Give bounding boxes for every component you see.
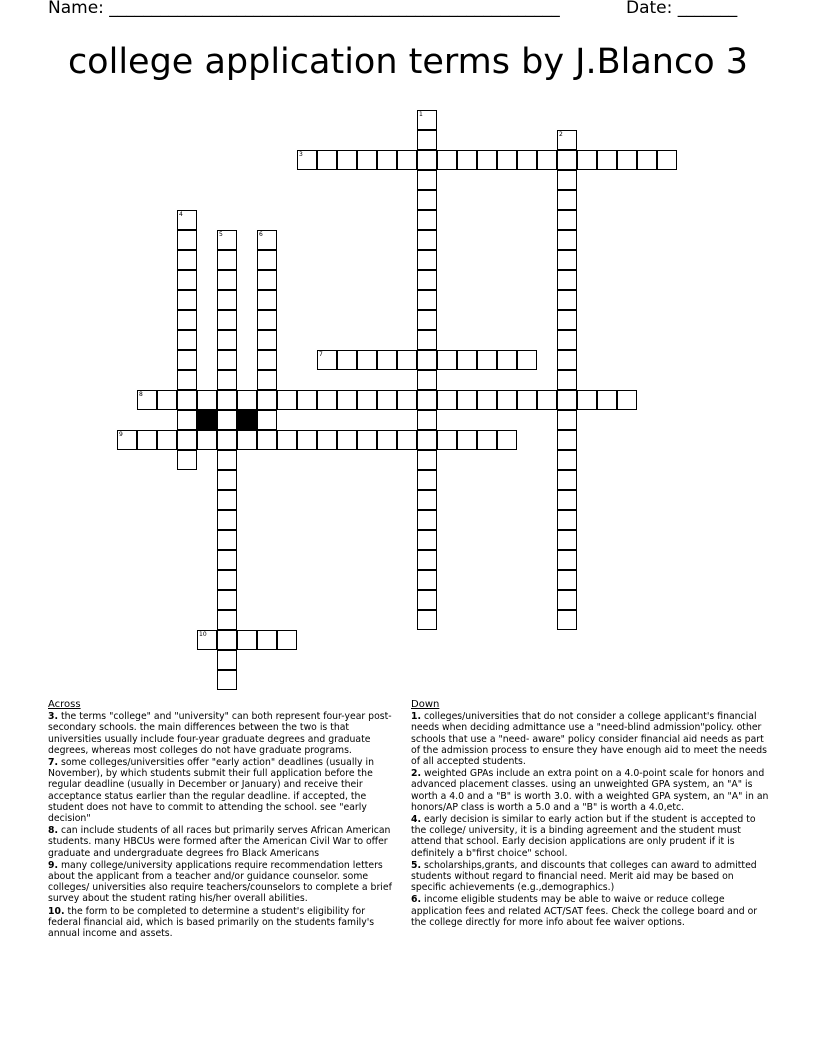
grid-cell[interactable] [177, 270, 197, 290]
grid-cell[interactable] [417, 290, 437, 310]
grid-cell[interactable] [417, 410, 437, 430]
grid-cell-blocked [197, 410, 217, 430]
grid-cell[interactable] [557, 310, 577, 330]
grid-cell[interactable] [337, 150, 357, 170]
grid-cell[interactable] [217, 450, 237, 470]
grid-cell[interactable] [557, 210, 577, 230]
grid-cell[interactable] [237, 630, 257, 650]
grid-cell[interactable] [577, 390, 597, 410]
grid-cell[interactable] [557, 570, 577, 590]
across-clue [48, 757, 398, 824]
clue-text: weighted GPAs include an extra point on a 4.0-point scale for honors and advanced placement classes. using an unweighted GPA system, an "A" is worth a 4.0 and a "B" is worth 3.0. with a weighted GPA system, an "A" in an honors/AP class is worth a 5.0 and a "B" is worth a 4.0,etc. [411, 768, 769, 813]
down-clue [411, 894, 771, 928]
grid-cell[interactable] [557, 270, 577, 290]
grid-cell[interactable] [577, 150, 597, 170]
grid-cell[interactable] [177, 450, 197, 470]
grid-cell[interactable] [217, 270, 237, 290]
grid-cell-blocked [237, 410, 257, 430]
grid-clue-number: 8 [139, 391, 143, 398]
grid-cell[interactable] [197, 390, 217, 410]
grid-cell[interactable] [497, 150, 517, 170]
grid-cell[interactable] [257, 410, 277, 430]
down-heading: Down [411, 699, 440, 710]
grid-cell[interactable] [217, 330, 237, 350]
grid-cell[interactable] [477, 350, 497, 370]
grid-cell[interactable] [217, 490, 237, 510]
grid-cell[interactable] [237, 390, 257, 410]
grid-cell[interactable] [237, 430, 257, 450]
grid-cell[interactable] [637, 150, 657, 170]
grid-cell[interactable] [517, 150, 537, 170]
down-clue [411, 711, 771, 767]
grid-cell[interactable] [437, 430, 457, 450]
grid-cell[interactable] [417, 370, 437, 390]
grid-cell[interactable] [557, 410, 577, 430]
grid-cell[interactable] [257, 270, 277, 290]
grid-cell[interactable] [557, 430, 577, 450]
grid-cell[interactable] [417, 590, 437, 610]
grid-cell[interactable] [557, 390, 577, 410]
grid-cell[interactable] [377, 150, 397, 170]
grid-cell[interactable] [177, 390, 197, 410]
grid-cell[interactable] [357, 350, 377, 370]
grid-clue-number: 9 [119, 431, 123, 438]
grid-cell[interactable] [537, 390, 557, 410]
grid-cell[interactable] [477, 150, 497, 170]
across-heading: Across [48, 699, 81, 710]
grid-cell[interactable] [557, 230, 577, 250]
grid-clue-number: 5 [219, 231, 223, 238]
grid-cell[interactable] [557, 490, 577, 510]
grid-cell[interactable] [197, 430, 217, 450]
grid-cell[interactable] [217, 370, 237, 390]
grid-cell[interactable] [217, 630, 237, 650]
grid-cell[interactable] [417, 330, 437, 350]
down-clue [411, 768, 771, 813]
grid-cell[interactable] [217, 650, 237, 670]
grid-clue-number: 7 [319, 351, 323, 358]
grid-cell[interactable] [377, 430, 397, 450]
clue-text: the terms "college" and "university" can both represent four-year post-secondary schools. the main differences between the two is that universities usually include four-year graduate degrees and graduate degrees, whereas most colleges do not have graduate programs. [48, 711, 392, 756]
grid-cell[interactable] [417, 610, 437, 630]
grid-cell[interactable] [257, 330, 277, 350]
grid-cell[interactable] [437, 150, 457, 170]
grid-cell[interactable] [557, 330, 577, 350]
grid-cell[interactable] [557, 550, 577, 570]
clue-number: 7. [48, 757, 59, 769]
clue-number: 5. [411, 859, 422, 871]
grid-cell[interactable] [537, 150, 557, 170]
grid-cell[interactable] [417, 130, 437, 150]
grid-cell[interactable] [617, 390, 637, 410]
grid-cell[interactable] [297, 430, 317, 450]
grid-clue-number: 1 [419, 111, 423, 118]
grid-cell[interactable] [257, 430, 277, 450]
grid-cell[interactable] [417, 250, 437, 270]
clue-number: 6. [411, 894, 422, 906]
grid-cell[interactable] [217, 550, 237, 570]
grid-cell[interactable] [177, 430, 197, 450]
grid-cell[interactable] [157, 390, 177, 410]
grid-cell[interactable] [217, 530, 237, 550]
grid-cell[interactable] [557, 530, 577, 550]
across-clue [48, 860, 398, 905]
grid-cell[interactable] [357, 150, 377, 170]
grid-cell[interactable] [257, 290, 277, 310]
grid-cell[interactable] [437, 390, 457, 410]
clue-text: early decision is similar to early action but if the student is accepted to the college/ university, it is a binding agreement and the student must attend that school. Early decision applications are only prudent if it is definitely a b"first choice" school. [411, 814, 756, 859]
grid-cell[interactable] [417, 150, 437, 170]
grid-cell[interactable] [357, 390, 377, 410]
grid-cell[interactable] [217, 430, 237, 450]
grid-cell[interactable] [257, 370, 277, 390]
grid-cell[interactable] [417, 390, 437, 410]
grid-cell[interactable] [257, 250, 277, 270]
grid-cell[interactable] [317, 390, 337, 410]
grid-cell[interactable] [257, 310, 277, 330]
grid-cell[interactable] [217, 390, 237, 410]
grid-cell[interactable] [417, 270, 437, 290]
clue-text: scholarships,grants, and discounts that colleges can award to admitted students without regard to financial need. Merit aid may be based on specific achievements (e.g.,demographics.) [411, 859, 757, 894]
down-clues [411, 699, 771, 929]
grid-cell[interactable] [497, 390, 517, 410]
clue-number: 3. [48, 711, 59, 723]
grid-cell[interactable] [217, 670, 237, 690]
grid-cell[interactable] [457, 350, 477, 370]
grid-cell[interactable] [457, 430, 477, 450]
grid-cell[interactable] [297, 390, 317, 410]
down-clue [411, 860, 771, 894]
grid-cell[interactable] [617, 150, 637, 170]
grid-cell[interactable] [177, 290, 197, 310]
grid-cell[interactable] [477, 390, 497, 410]
clue-text: colleges/universities that do not consider a college applicant's financial needs when deciding admittance use a "need-blind admission"policy. other schools that use a "need- aware" policy consider financial aid needs as part of the admission process to ensure they have enough aid to meet the needs of all accepted students. [411, 711, 768, 768]
grid-cell[interactable] [317, 430, 337, 450]
grid-cell[interactable] [437, 350, 457, 370]
grid-clue-number: 2 [559, 131, 563, 138]
grid-cell[interactable] [177, 410, 197, 430]
grid-cell[interactable] [557, 610, 577, 630]
grid-cell[interactable] [177, 370, 197, 390]
grid-cell[interactable] [417, 450, 437, 470]
grid-cell[interactable] [137, 430, 157, 450]
clue-text: income eligible students may be able to waive or reduce college application fees and related ACT/SAT fees. Check the college board and or the college directly for more info about fee waiver options. [411, 894, 758, 928]
puzzle-title: college application terms by J.Blanco 3 [67, 42, 749, 82]
grid-cell[interactable] [217, 310, 237, 330]
grid-cell[interactable] [217, 570, 237, 590]
grid-cell[interactable] [497, 430, 517, 450]
clue-number: 8. [48, 825, 59, 837]
grid-cell[interactable] [177, 250, 197, 270]
grid-cell[interactable] [557, 450, 577, 470]
grid-cell[interactable] [217, 350, 237, 370]
grid-cell[interactable] [417, 570, 437, 590]
grid-cell[interactable] [557, 290, 577, 310]
grid-cell[interactable] [497, 350, 517, 370]
grid-cell[interactable] [457, 150, 477, 170]
grid-cell[interactable] [217, 410, 237, 430]
grid-cell[interactable] [177, 230, 197, 250]
clue-number: 4. [411, 814, 422, 826]
grid-cell[interactable] [557, 190, 577, 210]
grid-cell[interactable] [257, 630, 277, 650]
grid-cell[interactable] [257, 390, 277, 410]
name-field-label: Name: _____________________________________________________ [48, 0, 560, 18]
grid-cell[interactable] [337, 430, 357, 450]
grid-cell[interactable] [217, 510, 237, 530]
grid-cell[interactable] [417, 190, 437, 210]
grid-cell[interactable] [377, 390, 397, 410]
grid-cell[interactable] [157, 430, 177, 450]
across-clue [48, 906, 398, 940]
grid-cell[interactable] [217, 590, 237, 610]
grid-cell[interactable] [337, 390, 357, 410]
grid-cell[interactable] [517, 350, 537, 370]
grid-cell[interactable] [417, 350, 437, 370]
grid-cell[interactable] [557, 250, 577, 270]
grid-cell[interactable] [337, 350, 357, 370]
grid-clue-number: 4 [179, 211, 183, 218]
across-clues [48, 699, 398, 940]
grid-cell[interactable] [177, 330, 197, 350]
grid-cell[interactable] [417, 510, 437, 530]
grid-cell[interactable] [417, 490, 437, 510]
grid-cell[interactable] [377, 350, 397, 370]
grid-cell[interactable] [557, 370, 577, 390]
across-clue [48, 825, 398, 859]
grid-cell[interactable] [657, 150, 677, 170]
grid-cell[interactable] [457, 390, 477, 410]
grid-cell[interactable] [397, 390, 417, 410]
grid-cell[interactable] [557, 590, 577, 610]
clue-number: 1. [411, 711, 422, 723]
grid-cell[interactable] [257, 350, 277, 370]
grid-cell[interactable] [397, 350, 417, 370]
grid-cell[interactable] [177, 310, 197, 330]
grid-cell[interactable] [477, 430, 497, 450]
clue-text: the form to be completed to determine a student's eligibility for federal financial aid, which is based primarily on the students family's annual income and assets. [48, 905, 375, 940]
grid-cell[interactable] [357, 430, 377, 450]
grid-cell[interactable] [217, 250, 237, 270]
grid-clue-number: 10 [199, 631, 207, 638]
grid-clue-number: 3 [299, 151, 303, 158]
grid-cell[interactable] [557, 170, 577, 190]
grid-cell[interactable] [597, 150, 617, 170]
grid-cell[interactable] [517, 390, 537, 410]
grid-cell[interactable] [417, 170, 437, 190]
grid-cell[interactable] [557, 470, 577, 490]
grid-cell[interactable] [557, 510, 577, 530]
grid-cell[interactable] [417, 230, 437, 250]
grid-cell[interactable] [397, 150, 417, 170]
grid-cell[interactable] [277, 390, 297, 410]
clue-text: many college/university applications require recommendation letters about the applicant from a teacher and/or guidance counselor. some colleges/ universities also require teachers/counselors to complete a brief survey about the student rating his/her overall abilities. [48, 859, 392, 905]
grid-cell[interactable] [217, 290, 237, 310]
grid-cell[interactable] [217, 610, 237, 630]
grid-cell[interactable] [417, 210, 437, 230]
grid-cell[interactable] [417, 550, 437, 570]
date-field-label: Date: _______ [626, 0, 738, 18]
grid-cell[interactable] [277, 430, 297, 450]
clue-text: some colleges/universities offer "early action" deadlines (usually in November), by which students submit their full application before the regular deadline (usually in December or January) and receive their acceptance status earlier than the regular deadline. if accepted, the student does not have to commit to attending the school. see "early decision" [48, 757, 374, 825]
grid-cell[interactable] [317, 150, 337, 170]
grid-cell[interactable] [417, 430, 437, 450]
grid-cell[interactable] [597, 390, 617, 410]
grid-cell[interactable] [417, 310, 437, 330]
grid-clue-number: 6 [259, 231, 263, 238]
down-clue [411, 814, 771, 859]
clue-number: 9. [48, 859, 59, 871]
grid-cell[interactable] [557, 150, 577, 170]
grid-cell[interactable] [417, 470, 437, 490]
grid-cell[interactable] [417, 530, 437, 550]
clue-text: can include students of all races but primarily serves African American students. many HBCUs were formed after the American Civil War to offer graduate and undergraduate degrees fro Black Americans [48, 825, 391, 859]
grid-cell[interactable] [177, 350, 197, 370]
grid-cell[interactable] [277, 630, 297, 650]
grid-cell[interactable] [217, 470, 237, 490]
grid-cell[interactable] [557, 350, 577, 370]
clue-number: 2. [411, 768, 422, 780]
grid-cell[interactable] [397, 430, 417, 450]
across-clue [48, 711, 398, 756]
clue-number: 10. [48, 905, 65, 917]
